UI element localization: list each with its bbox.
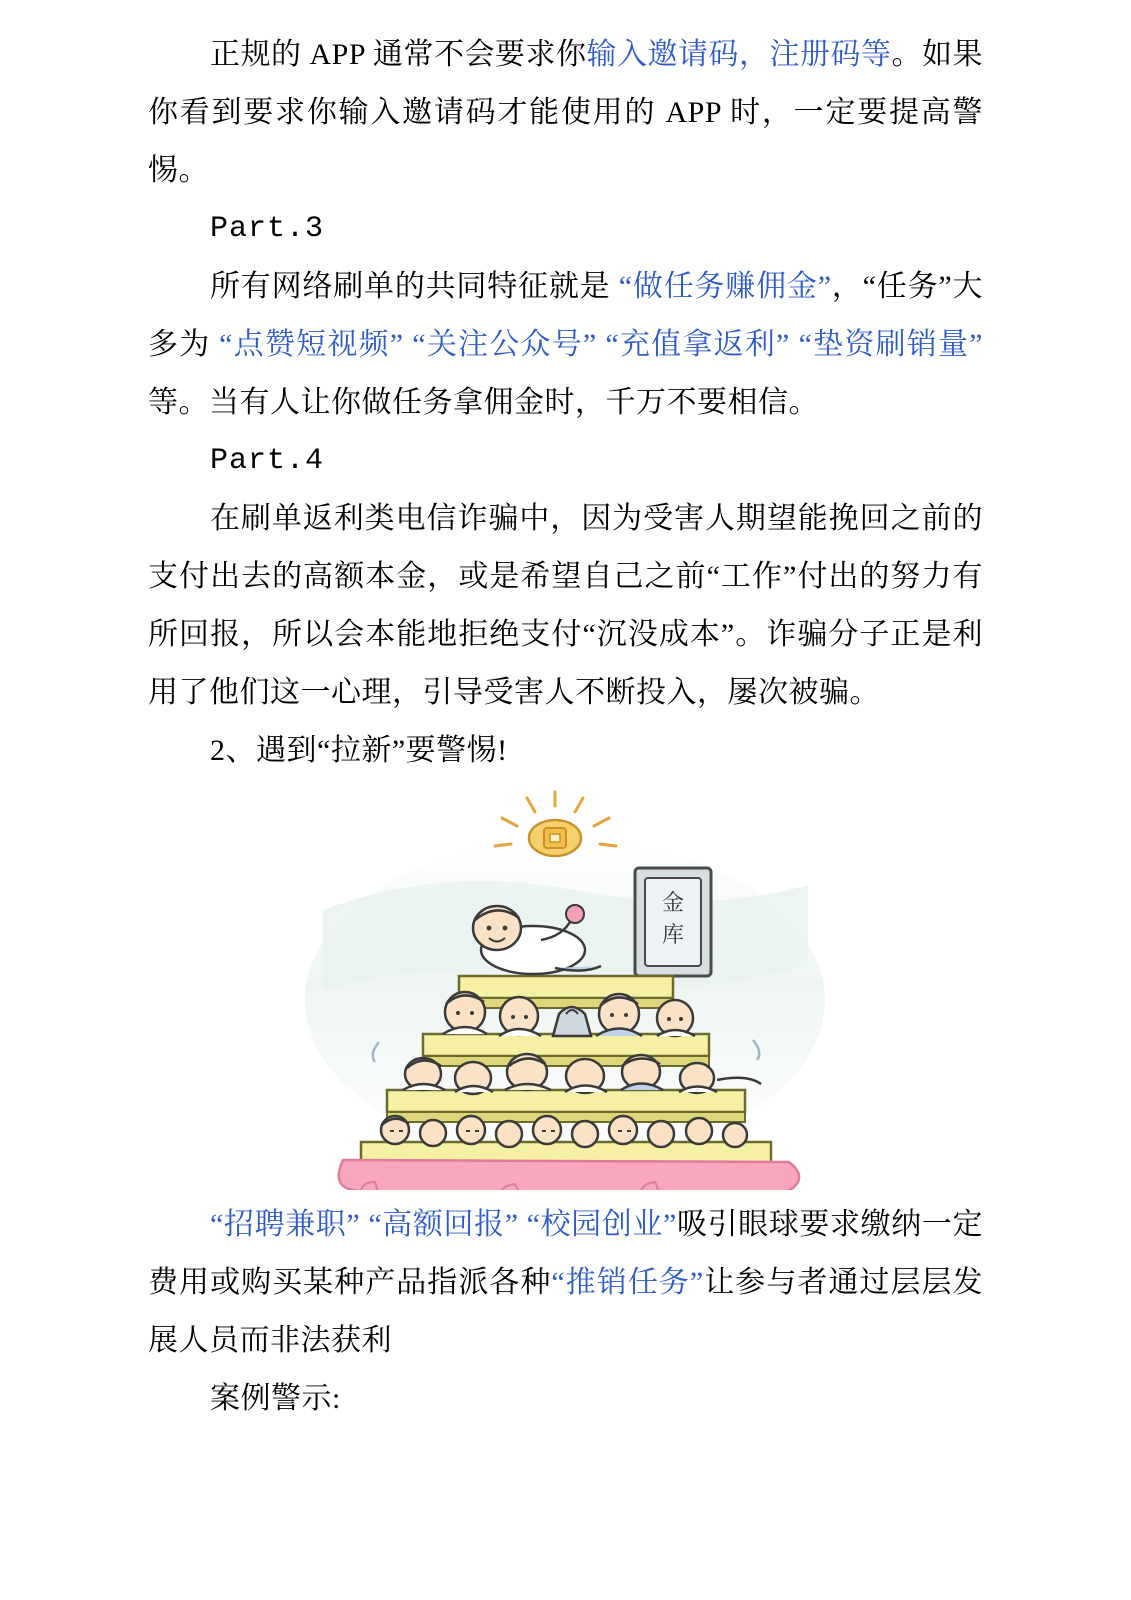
pink-base bbox=[339, 1160, 799, 1190]
pyramid-step-3 bbox=[387, 1090, 745, 1122]
pyramid-scheme-illustration bbox=[283, 790, 848, 1190]
highlight-invite-code: 输入邀请码，注册码等 bbox=[586, 38, 892, 71]
gold-coin-icon bbox=[529, 820, 581, 856]
paragraph-brushing-features: 所有网络刷单的共同特征就是 “做任务赚佣金”，“任务”大多为 “点赞短视频” “关注公众号” “充值拿返利” “垫资刷销量” 等。当有人让你做任务拿佣金时，千万不要相信。 bbox=[148, 270, 984, 419]
pyramid-scheme-svg bbox=[283, 790, 848, 1190]
paragraph-sunk-cost: 在刷单返利类电信诈骗中，因为受害人期望能挽回之前的支付出去的高额本金，或是希望自己之前“工作”付出的努力有所回报，所以会本能地拒绝支付“沉没成本”。诈骗分子正是利用了他们这一心理，引导受害人不断投入，屡次被骗。 bbox=[148, 502, 983, 709]
heading-part-3: Part.3 bbox=[210, 212, 325, 246]
heading-part-4: Part.4 bbox=[210, 444, 325, 478]
paragraph-item-2-heading: 2、遇到“拉新”要警惕! bbox=[210, 734, 508, 767]
svg-text:库: 库 bbox=[661, 922, 685, 947]
paragraph-recruitment-keywords: “招聘兼职” “高额回报” “校园创业”吸引眼球要求缴纳一定费用或购买某种产品指派各种“推销任务”让参与者通过层层发展人员而非法获利 bbox=[148, 1208, 984, 1357]
paragraph-app-invite-code: 正规的 APP 通常不会要求你输入邀请码，注册码等。如果你看到要求你输入邀请码才能使用的 APP 时，一定要提高警惕。 bbox=[148, 38, 984, 187]
highlight-commission-task: “做任务赚佣金” bbox=[618, 270, 832, 303]
pyramid-step-2 bbox=[423, 1034, 709, 1066]
figure-container bbox=[148, 790, 983, 1190]
highlight-recruit-terms: “招聘兼职” “高额回报” “校园创业” bbox=[210, 1208, 677, 1241]
highlight-promotion-task: “推销任务” bbox=[551, 1266, 704, 1299]
vault-icon bbox=[635, 868, 711, 976]
svg-text:金: 金 bbox=[661, 890, 685, 915]
highlight-task-types: “点赞短视频” “关注公众号” “充值拿返利” “垫资刷销量” bbox=[219, 328, 984, 361]
paragraph-case-warning: 案例警示: bbox=[210, 1382, 341, 1415]
pyramid-step-top bbox=[459, 976, 673, 1008]
